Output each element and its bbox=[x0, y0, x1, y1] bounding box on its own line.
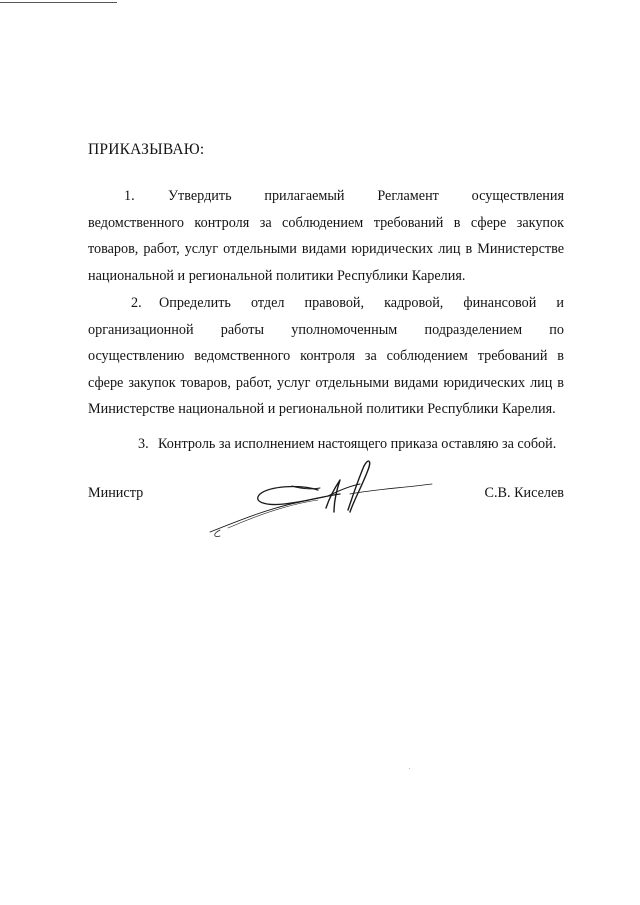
order-item-1-text: ведомственного контроля за соблюдением требований в сфере закупок товаров, работ, услуг отдельными видами юридических лиц в Министерстве национальной и региональной политики Республики Карелия. bbox=[88, 214, 564, 284]
order-item-2-text: организационной работы уполномоченным подразделением по осуществлению ведомственного контроля за соблюдением требований в сфере закупок товаров, работ, услуг отдельными видами юридических лиц в Министерстве национальной и региональной политики Республики Карелия. bbox=[88, 321, 564, 417]
order-item-2-first-line: 2. Определить отдел правовой, кадровой, финансовой и bbox=[88, 290, 564, 317]
order-item-2 bbox=[88, 290, 564, 423]
signatory-name: С.В. Киселев bbox=[484, 485, 564, 501]
order-item-1-number: 1. bbox=[124, 188, 135, 204]
order-item-1-first-line: 1. Утвердить прилагаемый Регламент осуществления bbox=[88, 183, 564, 210]
order-heading: ПРИКАЗЫВАЮ: bbox=[88, 141, 205, 158]
order-item-1 bbox=[88, 183, 564, 289]
handwritten-signature bbox=[200, 450, 440, 550]
order-item-2-number: 2. bbox=[131, 295, 142, 311]
top-rule bbox=[0, 2, 117, 3]
order-item-3-number: 3. bbox=[138, 436, 149, 452]
order-item-3-text: Контроль за исполнением настоящего приказа оставляю за собой. bbox=[158, 436, 557, 452]
scan-speck bbox=[409, 768, 410, 769]
signatory-position: Министр bbox=[88, 485, 144, 501]
